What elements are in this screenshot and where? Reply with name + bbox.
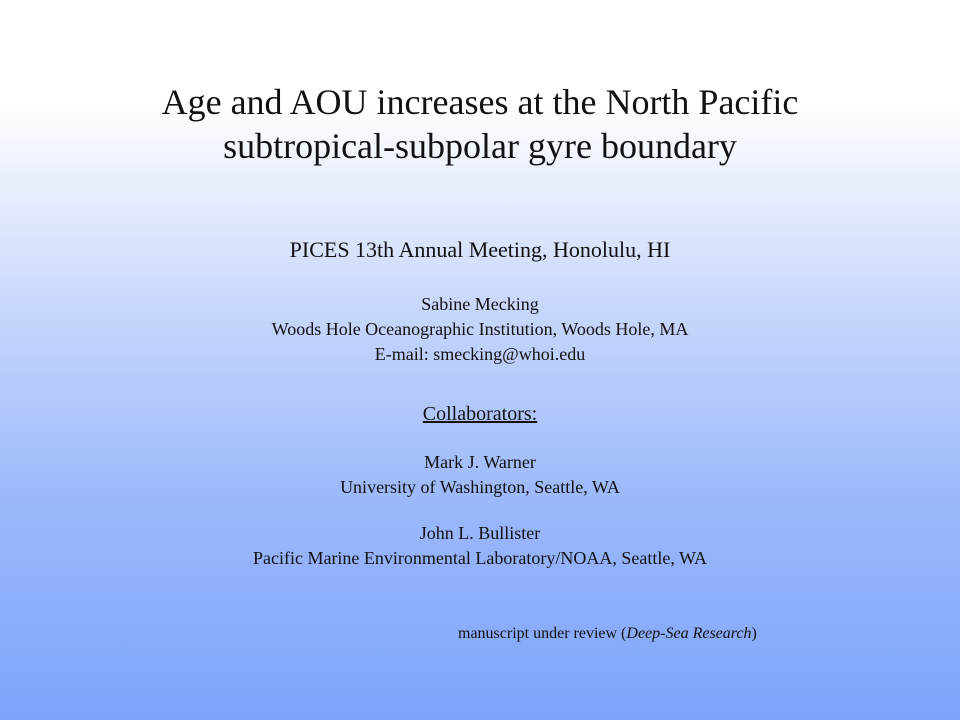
collaborator-1 <box>0 450 960 500</box>
manuscript-prefix: manuscript under review ( <box>458 625 627 642</box>
author-name: Sabine Mecking <box>421 294 539 314</box>
collaborator-2-name: John L. Bullister <box>419 523 541 543</box>
manuscript-journal: Deep-Sea Research <box>626 625 752 642</box>
author-affiliation: Woods Hole Oceanographic Institution, Woods Hole, MA <box>271 319 689 339</box>
title-line-1: Age and AOU increases at the North Pacific <box>161 82 799 122</box>
author-email: E-mail: smecking@whoi.edu <box>374 344 586 364</box>
manuscript-suffix: ) <box>751 625 757 642</box>
meeting-name: PICES 13th Annual Meeting, Honolulu, HI <box>289 237 671 262</box>
collaborators-heading: Collaborators: <box>422 403 538 425</box>
slide-title <box>0 80 960 168</box>
manuscript-note <box>458 623 757 645</box>
collaborator-2 <box>0 521 960 571</box>
collaborator-1-affiliation: University of Washington, Seattle, WA <box>340 477 620 497</box>
author-block <box>0 292 960 367</box>
collaborator-2-affiliation: Pacific Marine Environmental Laboratory/NOAA, Seattle, WA <box>252 548 708 568</box>
title-line-2: subtropical-subpolar gyre boundary <box>223 126 737 166</box>
collaborator-1-name: Mark J. Warner <box>424 452 536 472</box>
